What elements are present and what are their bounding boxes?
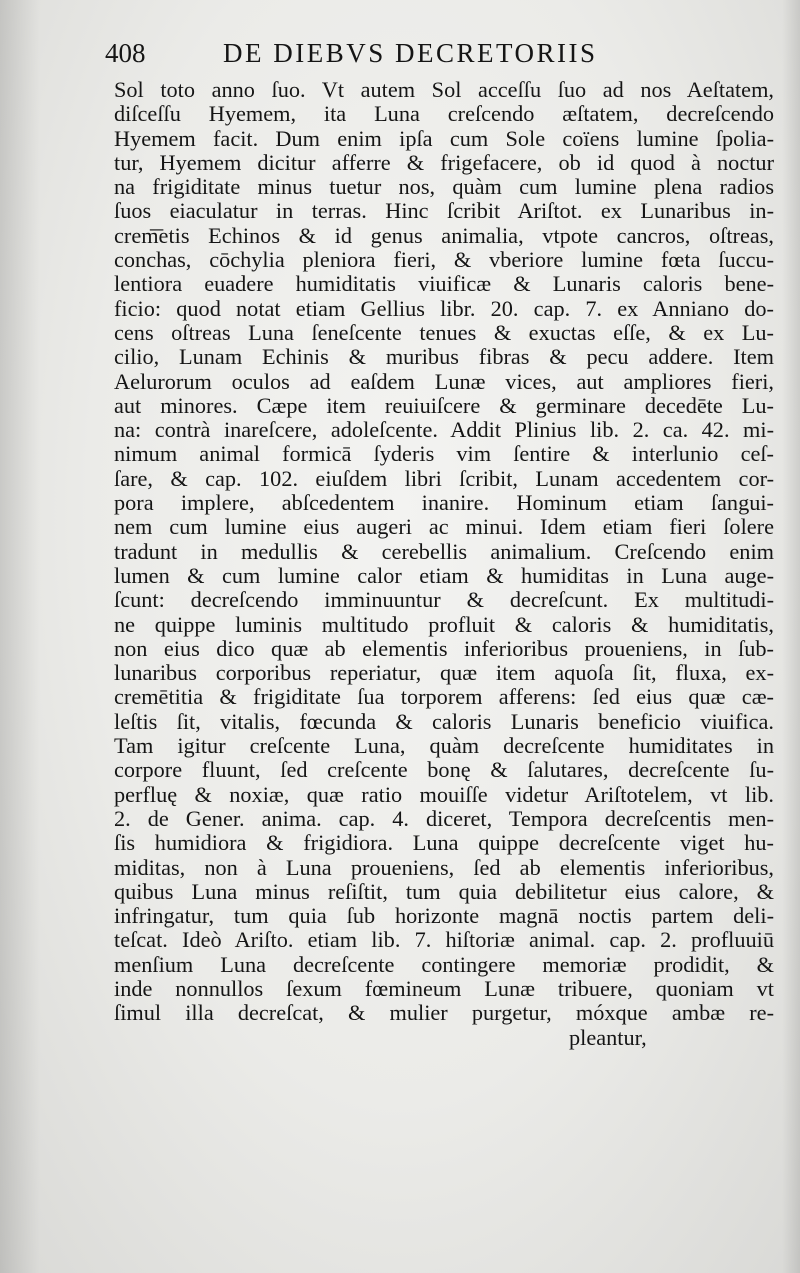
text-line: Hyemem facit. Dum enim ipſa cum Sole coïens lumine ſpolia- xyxy=(114,125,774,151)
running-title: DE DIEBVS DECRETORIIS xyxy=(223,38,598,68)
text-line: cens oſtreas Luna ſeneſcente tenues & exuctas eſſe, & ex Lu- xyxy=(114,319,774,345)
text-line: conchas, cōchylia pleniora fieri, & vberiore lumine fœta ſuccu- xyxy=(114,247,774,273)
text-line: aut minores. Cæpe item reuiuiſcere & germinare decedēte Lu- xyxy=(114,392,774,418)
text-line: pleantur, xyxy=(569,1024,647,1050)
text-line: tur, Hyemem dicitur afferre & frigefacere, ob id quod à noctur xyxy=(114,149,774,175)
text-line: teſcat. Ideò Ariſto. etiam lib. 7. hiſtoriæ animal. cap. 2. profluuiū xyxy=(114,927,774,953)
text-line: lumen & cum lumine calor etiam & humiditas in Luna auge- xyxy=(114,562,774,588)
text-line: diſceſſu Hyemem, ita Luna creſcendo æſtatem, decreſcendo xyxy=(114,101,774,127)
text-line: perfluę & noxiæ, quæ ratio mouiſſe videtur Ariſtotelem, vt lib. xyxy=(114,781,774,807)
text-line: tradunt in medullis & cerebellis animalium. Creſcendo enim xyxy=(114,538,774,564)
text-line: ſis humidiora & frigidiora. Luna quippe decreſcente viget hu- xyxy=(114,830,774,856)
text-line: menſium Luna decreſcente contingere memoriæ prodidit, & xyxy=(114,951,774,977)
text-line: inde nonnullos ſexum fœmineum Lunæ tribuere, quoniam vt xyxy=(114,975,774,1001)
text-line: non eius dico quæ ab elementis inferioribus proueniens, in ſub- xyxy=(114,635,774,661)
text-line: lentiora euadere humiditatis viuificæ & Lunaris caloris bene- xyxy=(114,271,774,297)
text-line: ſcunt: decreſcendo imminuuntur & decreſcunt. Ex multitudi- xyxy=(114,587,774,613)
text-line: ne quippe luminis multitudo profluit & caloris & humiditatis, xyxy=(114,611,774,637)
text-line: miditas, non à Luna proueniens, ſed ab elementis inferioribus, xyxy=(114,854,774,880)
text-line: ſare, & cap. 102. eiuſdem libri ſcribit, Lunam accedentem cor- xyxy=(114,465,774,491)
page-header xyxy=(105,36,765,76)
text-line: corpore fluunt, ſed creſcente bonę & ſalutares, decreſcente ſu- xyxy=(114,757,774,783)
text-line: Tam igitur creſcente Luna, quàm decreſcente humiditates in xyxy=(114,733,774,759)
text-line: cilio, Lunam Echinis & muribus fibras & pecu addere. Item xyxy=(114,344,774,370)
body-text xyxy=(114,78,774,1050)
text-line: crem͞etis Echinos & id genus animalia, vtpote cancros, oſtreas, xyxy=(114,222,774,248)
text-line: nem cum lumine eius augeri ac minui. Idem etiam fieri ſolere xyxy=(114,514,774,540)
text-line: na: contrà inareſcere, adoleſcente. Addit Plinius lib. 2. ca. 42. mi- xyxy=(114,417,774,443)
gutter-shadow xyxy=(0,0,40,1273)
text-line: quibus Luna minus reſiſtit, tum quia debilitetur eius calore, & xyxy=(114,878,774,904)
page-edge-shadow xyxy=(782,0,800,1273)
text-line: na frigiditate minus tuetur nos, quàm cum lumine plena radios xyxy=(114,174,774,200)
text-line: nimum animal formicā ſyderis vim ſentire & interlunio ceſ- xyxy=(114,441,774,467)
text-line: Aelurorum oculos ad eaſdem Lunæ vices, aut ampliores fieri, xyxy=(114,368,774,394)
page-number: 408 xyxy=(105,38,146,68)
text-line: ſuos eiaculatur in terras. Hinc ſcribit Ariſtot. ex Lunaribus in- xyxy=(114,198,774,224)
text-line: infringatur, tum quia ſub horizonte magnā noctis partem deli- xyxy=(114,903,774,929)
text-line: pora implere, abſcedentem inanire. Hominum etiam ſangui- xyxy=(114,490,774,516)
text-line: leſtis ſit, vitalis, fœcunda & caloris Lunaris beneficio viuifica. xyxy=(114,708,774,734)
text-line: ficio: quod notat etiam Gellius libr. 20. cap. 7. ex Anniano do- xyxy=(114,295,774,321)
text-line: 2. de Gener. anima. cap. 4. diceret, Tempora decreſcentis men- xyxy=(114,805,774,831)
text-line: lunaribus corporibus reperiatur, quæ item aquoſa ſit, fluxa, ex- xyxy=(114,660,774,686)
text-line: cremētitia & frigiditate ſua torporem afferens: ſed eius quæ cæ- xyxy=(114,684,774,710)
text-line: Sol toto anno ſuo. Vt autem Sol acceſſu ſuo ad nos Aeſtatem, xyxy=(114,77,774,102)
text-line: ſimul illa decreſcat, & mulier purgetur, móxque ambæ re- xyxy=(114,1000,774,1026)
